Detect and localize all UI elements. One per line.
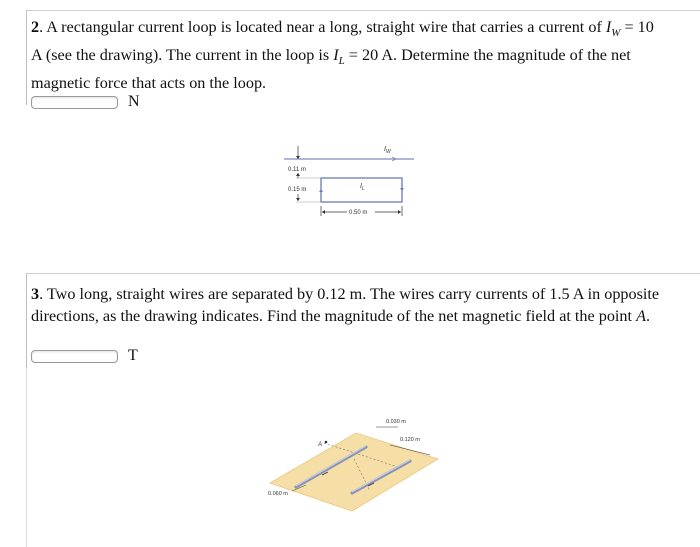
iw-label: $I_W$ [384, 146, 391, 155]
q3-left-border [26, 273, 27, 368]
question-3-number: 3 [31, 285, 40, 303]
dist-0030-label: 0.030 m [386, 419, 406, 425]
il-arrow-right [400, 188, 404, 191]
dist-0060-label: 0.060 m [268, 491, 288, 497]
q2-figure [280, 140, 420, 230]
width-label: 0.50 m [349, 210, 368, 216]
dist2-label: 0.15 m [288, 187, 307, 193]
q2-answer-row [31, 94, 140, 110]
width-arrow-right [398, 210, 401, 214]
il-arrow-left [319, 189, 323, 192]
question-3-text: 3. Two long, straight wires are separated by 0.12 m. The wires carry currents of 1.5 A in opposite directions, as the drawing indicates. Find the magnitude of the net magnetic field at the point A. [31, 285, 660, 325]
middle-rule [26, 273, 700, 274]
width-arrow-left [322, 210, 325, 214]
il-label: $I_L$ [360, 183, 365, 192]
question-2-number: 2 [31, 18, 40, 36]
lower-left-border [26, 368, 27, 547]
dist-0120-label: 0.120 m [400, 437, 420, 443]
top-rule [26, 10, 700, 11]
question-2-text: 2. A rectangular current loop is located near a long, straight wire that carries a current of $I_W = 10$ A (see the drawing). The current in the loop is $I_L = 20$ A. Determine the magnitude of the net magnetic force that acts on the loop. [31, 18, 654, 93]
point-a-label: A [318, 442, 323, 448]
q3-unit: T [128, 347, 138, 364]
point-a-marker [325, 441, 328, 444]
dist1-label: 0.11 m [288, 167, 306, 173]
board-top [270, 433, 438, 511]
q2-left-border [26, 10, 27, 105]
q3-answer-row [31, 348, 138, 364]
q2-unit: N [128, 93, 140, 110]
dist1-lower-arrow [296, 173, 300, 176]
q3-figure [258, 405, 448, 515]
q2-answer-input[interactable] [31, 96, 118, 109]
q3-answer-input[interactable] [31, 350, 118, 363]
dist2-lower-arrow [296, 198, 300, 201]
